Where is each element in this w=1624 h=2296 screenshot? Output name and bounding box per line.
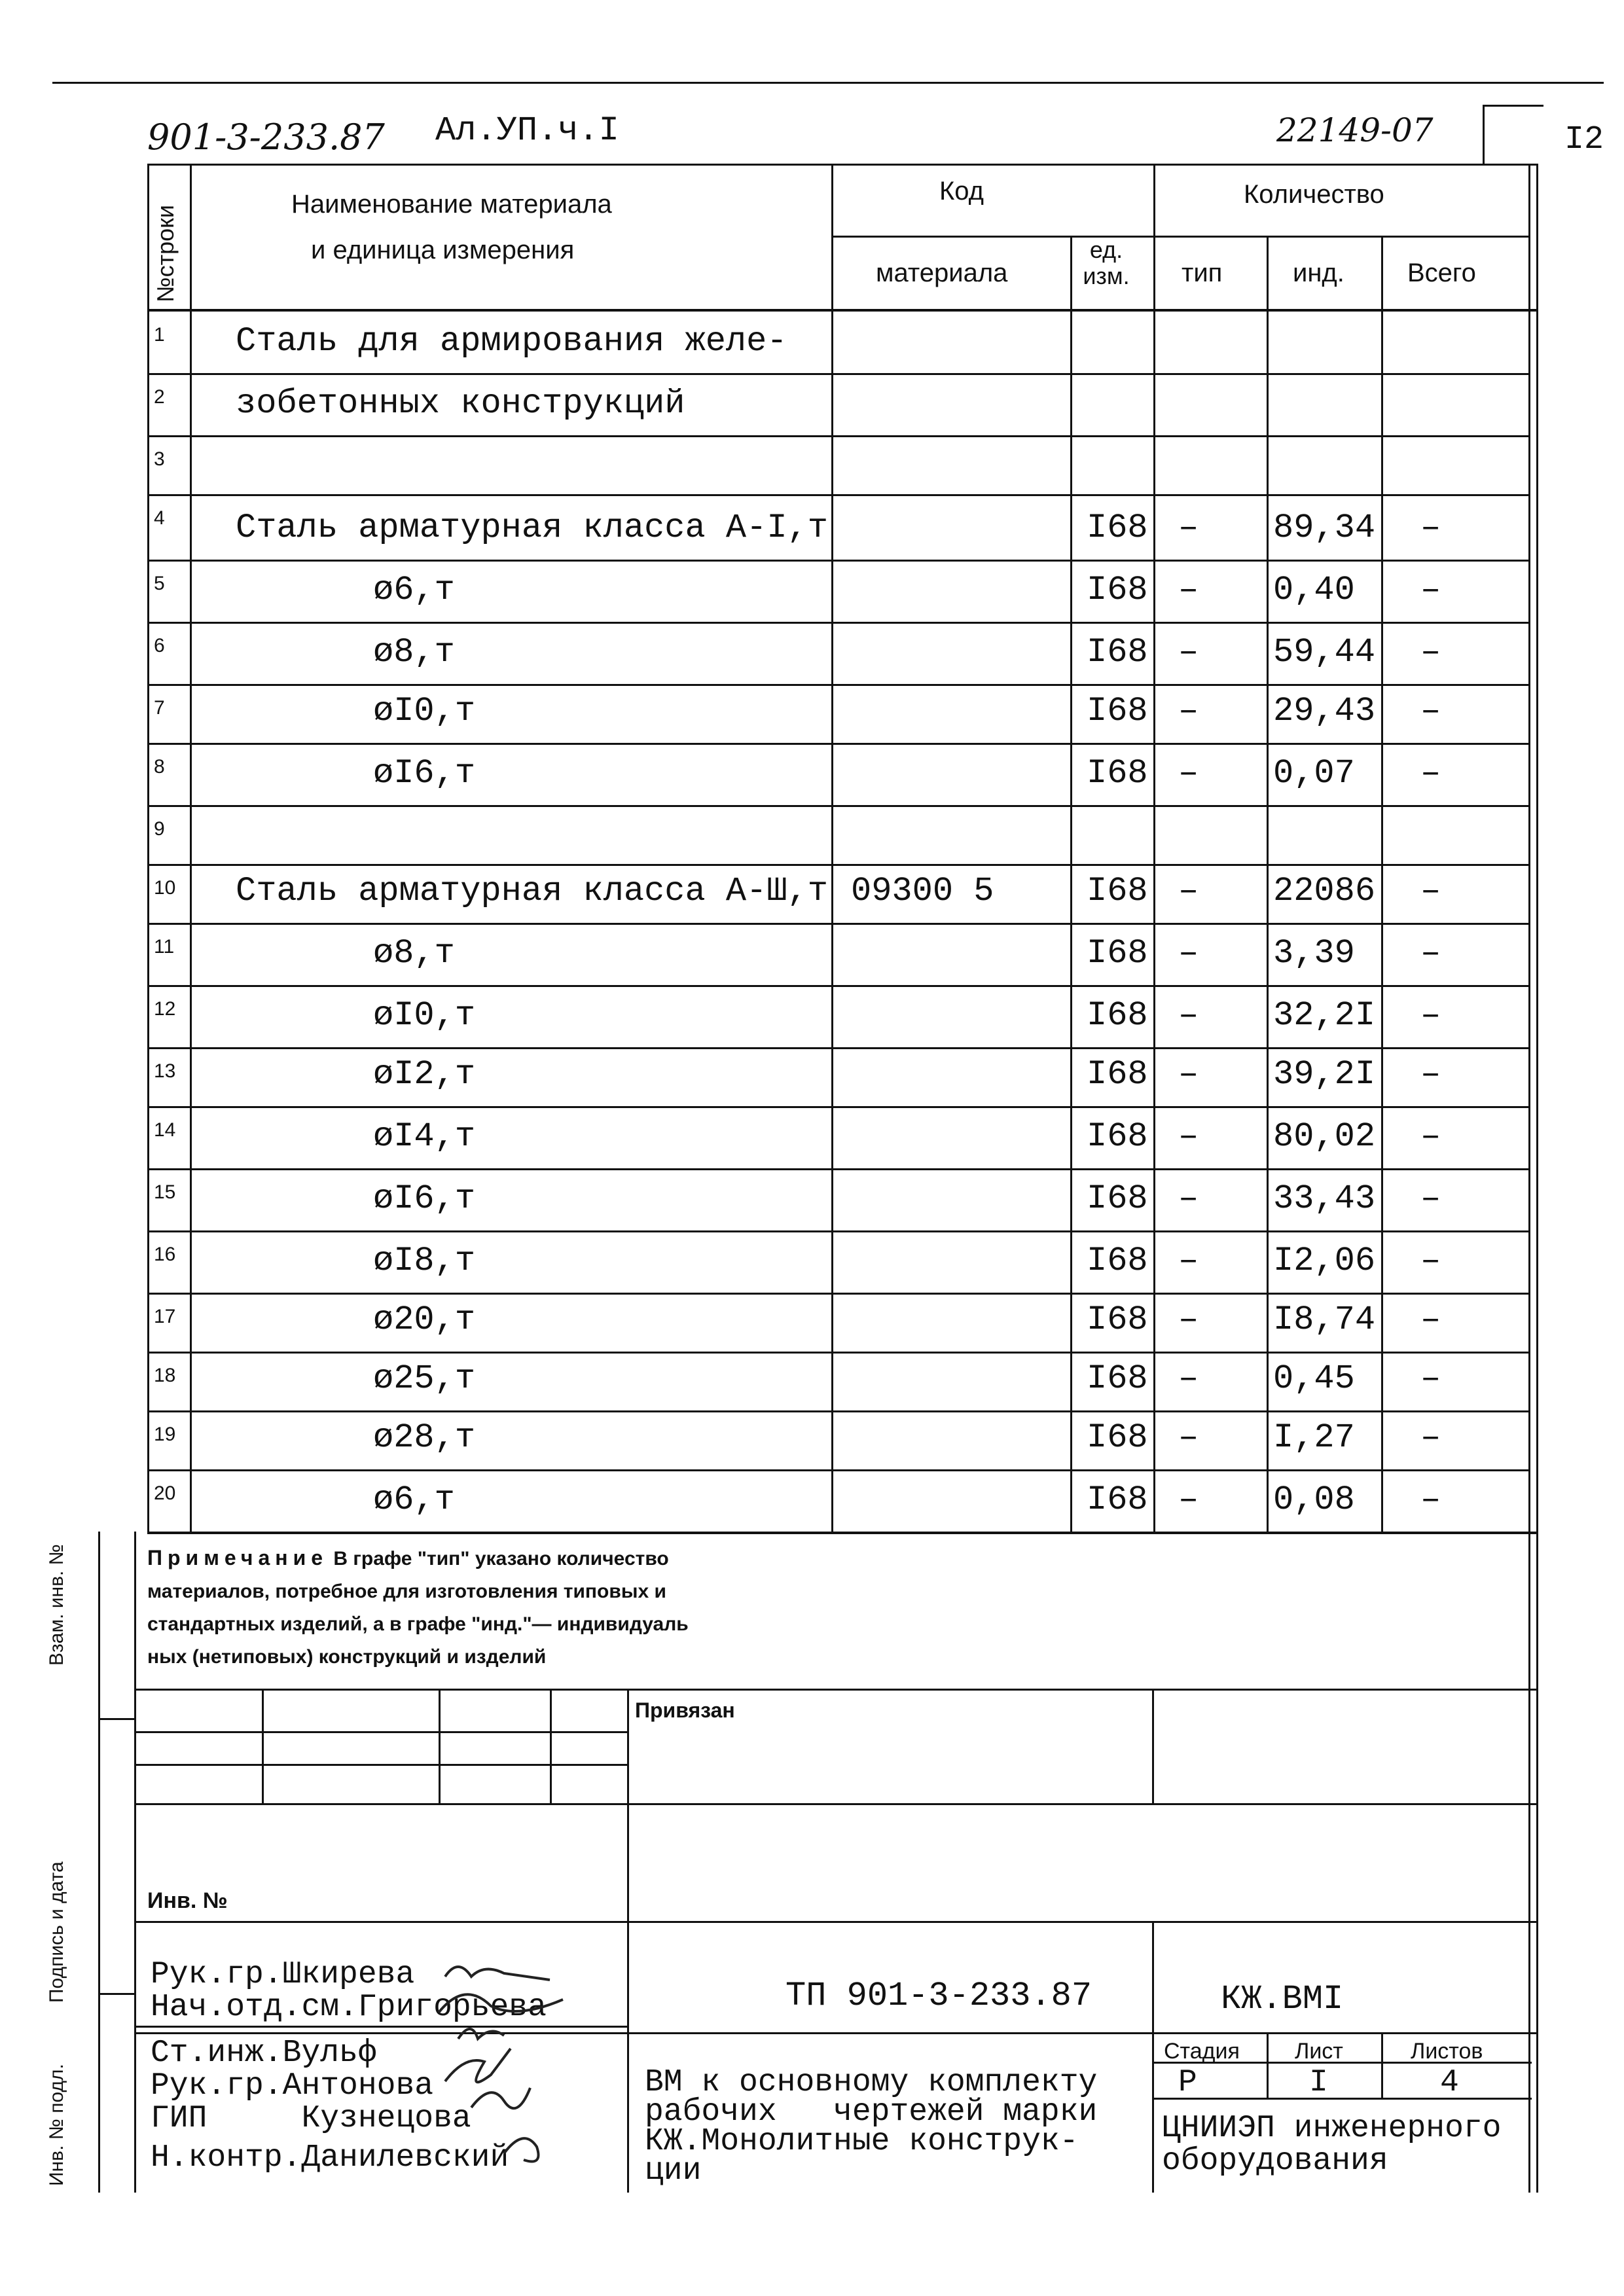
- row-individual: I2,06: [1273, 1242, 1376, 1280]
- row-number: 13: [154, 1060, 176, 1082]
- row-material-name: Сталь арматурная класса А-Ш,т: [236, 872, 828, 910]
- stage-value: Р: [1178, 2065, 1197, 2100]
- row-material-name: øI0,т: [373, 996, 476, 1035]
- row-total: –: [1420, 872, 1441, 910]
- doc-title-2: рабочих чертежей марки: [645, 2094, 1098, 2130]
- row-unit: I68: [1087, 633, 1148, 672]
- signatures-drawing: [432, 1957, 641, 2179]
- row-type: –: [1178, 1242, 1199, 1280]
- stamp-col: [439, 1689, 441, 1803]
- row-number: 3: [154, 448, 165, 470]
- header-sub: [831, 236, 1530, 238]
- row-number: 5: [154, 573, 165, 594]
- stamp-col: [550, 1689, 552, 1803]
- row-individual: 39,2I: [1273, 1055, 1376, 1094]
- stamp-col: [1267, 2032, 1269, 2098]
- margin-row: [98, 1993, 134, 1995]
- row-line: [147, 622, 1530, 624]
- row-individual: 0,45: [1273, 1359, 1355, 1398]
- row-line: [147, 1293, 1530, 1295]
- row-type: –: [1178, 633, 1199, 672]
- row-line: [147, 923, 1530, 925]
- project-code: ТП 901-3-233.87: [785, 1977, 1092, 2015]
- row-total: –: [1420, 934, 1441, 973]
- frame-total-left: [1381, 236, 1383, 1532]
- row-line: [147, 985, 1530, 987]
- row-number: 6: [154, 635, 165, 656]
- row-line: [147, 864, 1530, 866]
- row-unit: I68: [1087, 1300, 1148, 1339]
- row-type: –: [1178, 934, 1199, 973]
- stamp-small: [1152, 2098, 1532, 2100]
- row-unit: I68: [1087, 1055, 1148, 1094]
- row-number: 20: [154, 1482, 176, 1504]
- note-line3: стандартных изделий, а в графе "инд."— индивидуаль: [147, 1613, 689, 1635]
- row-type: –: [1178, 1117, 1199, 1156]
- page-number: I2: [1564, 121, 1604, 158]
- row-line: [147, 435, 1530, 437]
- row-individual: 0,08: [1273, 1480, 1355, 1519]
- row-material-name: ø28,т: [373, 1418, 476, 1457]
- row-material-code: 09300 5: [851, 872, 994, 910]
- row-individual: 89,34: [1273, 509, 1376, 547]
- row-number-header: №строки: [152, 204, 179, 302]
- doc-title-3: КЖ.Монолитные конструк-: [645, 2124, 1079, 2159]
- total-header: Всего: [1407, 259, 1476, 287]
- signer-2: Нач.отд.см.Григорьева: [151, 1990, 547, 2025]
- row-individual: 59,44: [1273, 633, 1376, 672]
- row-type: –: [1178, 1300, 1199, 1339]
- row-line: [147, 684, 1530, 686]
- row-line: [147, 494, 1530, 496]
- row-individual: 80,02: [1273, 1117, 1376, 1156]
- row-total: –: [1420, 754, 1441, 793]
- frame-qty-left: [1153, 164, 1155, 1532]
- row-material-name: ø8,т: [373, 633, 455, 672]
- row-number: 16: [154, 1244, 176, 1265]
- row-material-name: ø25,т: [373, 1359, 476, 1398]
- row-number: 14: [154, 1119, 176, 1141]
- row-line: [147, 1168, 1530, 1170]
- row-total: –: [1420, 1117, 1441, 1156]
- row-type: –: [1178, 1418, 1199, 1457]
- name-header-line1: Наименование материала: [291, 190, 612, 219]
- row-material-name: ø6,т: [373, 571, 455, 609]
- row-total: –: [1420, 1359, 1441, 1398]
- row-individual: 29,43: [1273, 692, 1376, 730]
- row-number: 12: [154, 998, 176, 1020]
- row-unit: I68: [1087, 571, 1148, 609]
- row-type: –: [1178, 1055, 1199, 1094]
- organization-1: ЦНИИЭП инженерного: [1162, 2111, 1502, 2146]
- row-type: –: [1178, 1359, 1199, 1398]
- stamp-row: [134, 1803, 1538, 1805]
- row-material-name: øI2,т: [373, 1055, 476, 1094]
- row-total: –: [1420, 1055, 1441, 1094]
- row-individual: 33,43: [1273, 1179, 1376, 1218]
- row-line: [147, 1410, 1530, 1412]
- row-unit: I68: [1087, 1359, 1148, 1398]
- row-unit: I68: [1087, 872, 1148, 910]
- note-line4: ных (нетиповых) конструкций и изделий: [147, 1646, 547, 1668]
- frame-ind-left: [1267, 236, 1269, 1532]
- row-type: –: [1178, 509, 1199, 547]
- drawing-mark: КЖ.ВМI: [1221, 1980, 1344, 2018]
- row-type: –: [1178, 754, 1199, 793]
- row-number: 7: [154, 697, 165, 719]
- row-material-name: ø20,т: [373, 1300, 476, 1339]
- row-total: –: [1420, 692, 1441, 730]
- sheets-value: 4: [1440, 2065, 1459, 2100]
- row-line: [147, 743, 1530, 745]
- frame-code-left: [831, 164, 833, 1532]
- row-total: –: [1420, 509, 1441, 547]
- row-number: 8: [154, 756, 165, 778]
- row-total: –: [1420, 1480, 1441, 1519]
- note-line2: материалов, потребное для изготовления типовых и: [147, 1581, 666, 1602]
- row-total: –: [1420, 1418, 1441, 1457]
- row-individual: 3,39: [1273, 934, 1355, 973]
- sheets-label: Листов: [1411, 2039, 1483, 2064]
- row-number: 19: [154, 1424, 176, 1445]
- row-type: –: [1178, 692, 1199, 730]
- note-line1: В графе "тип" указано количество: [328, 1548, 669, 1570]
- signer-6: Н.контр.Данилевский: [151, 2140, 509, 2176]
- row-line: [147, 560, 1530, 562]
- sign-date-label: Подпись и дата: [46, 1861, 67, 2003]
- row-unit: I68: [1087, 1117, 1148, 1156]
- attached-label: Привязан: [635, 1698, 735, 1722]
- individual-header: инд.: [1293, 259, 1344, 287]
- row-individual: I8,74: [1273, 1300, 1376, 1339]
- stamp-top: [134, 1689, 1538, 1691]
- quantity-header: Количество: [1244, 180, 1384, 209]
- header-bottom: [147, 309, 1538, 312]
- row-total: –: [1420, 571, 1441, 609]
- row-line: [147, 805, 1530, 807]
- name-header-line2: и единица измерения: [311, 236, 575, 264]
- row-line: [147, 1230, 1530, 1232]
- row-type: –: [1178, 1480, 1199, 1519]
- row-line: [147, 1047, 1530, 1049]
- row-line: [147, 1352, 1530, 1354]
- row-material-name: ø6,т: [373, 1480, 455, 1519]
- row-line: [147, 1106, 1530, 1108]
- frame-right-outer: [1536, 164, 1538, 2193]
- stamp-row: [134, 1764, 628, 1766]
- row-number: 18: [154, 1365, 176, 1386]
- row-individual: I,27: [1273, 1418, 1355, 1457]
- row-unit: I68: [1087, 1179, 1148, 1218]
- row-total: –: [1420, 1179, 1441, 1218]
- frame-left: [147, 164, 149, 1532]
- row-material-name: ø8,т: [373, 934, 455, 973]
- sheet-label: Лист: [1295, 2039, 1343, 2064]
- row-line: [147, 373, 1530, 375]
- stage-label: Стадия: [1164, 2039, 1240, 2064]
- signer-3: Ст.инж.Вульф: [151, 2036, 377, 2071]
- material-code-header: материала: [876, 259, 1008, 287]
- row-material-name: Сталь для армирования желе-: [236, 322, 787, 361]
- row-individual: 0,40: [1273, 571, 1355, 609]
- margin-strip: [98, 1532, 100, 2193]
- row-number: 9: [154, 818, 165, 840]
- row-unit: I68: [1087, 1418, 1148, 1457]
- stamp-row: [134, 2032, 1538, 2034]
- row-type: –: [1178, 571, 1199, 609]
- row-individual: 22086: [1273, 872, 1376, 910]
- orig-inv-label: Инв. № подл.: [46, 2064, 67, 2186]
- replace-inv-label: Взам. инв. №: [46, 1544, 67, 1666]
- row-unit: I68: [1087, 754, 1148, 793]
- row-material-name: Сталь арматурная класса А-I,т: [236, 509, 828, 547]
- doc-title-4: ции: [645, 2153, 702, 2189]
- row-type: –: [1178, 996, 1199, 1035]
- signer-1: Рук.гр.Шкирева: [151, 1957, 415, 1992]
- row-individual: 0,07: [1273, 754, 1355, 793]
- inv-no-label: Инв. №: [147, 1888, 228, 1913]
- type-header: тип: [1182, 259, 1223, 287]
- frame-unit-left: [1070, 236, 1072, 1532]
- table-bottom: [147, 1532, 1538, 1534]
- row-unit: I68: [1087, 996, 1148, 1035]
- signer-4: Рук.гр.Антонова: [151, 2068, 434, 2104]
- signer-5: ГИП Кузнецова: [151, 2101, 471, 2136]
- code-header: Код: [939, 177, 984, 206]
- row-type: –: [1178, 872, 1199, 910]
- unit-header: ед. изм.: [1083, 236, 1130, 289]
- row-unit: I68: [1087, 509, 1148, 547]
- row-number: 4: [154, 507, 165, 529]
- row-material-name: øI6,т: [373, 1179, 476, 1218]
- row-number: 10: [154, 877, 176, 899]
- row-total: –: [1420, 1242, 1441, 1280]
- row-type: –: [1178, 1179, 1199, 1218]
- row-number: 17: [154, 1306, 176, 1327]
- album-label: Ал.УП.ч.I: [435, 111, 619, 150]
- row-material-name: øI0,т: [373, 692, 476, 730]
- frame-left-outer: [134, 1532, 136, 2193]
- stamp-col: [1381, 2032, 1383, 2098]
- row-total: –: [1420, 1300, 1441, 1339]
- row-number: 1: [154, 324, 165, 346]
- stamp-col: [262, 1689, 264, 1803]
- row-material-name: зобетонных конструкций: [236, 384, 685, 423]
- row-number: 11: [154, 936, 175, 958]
- row-individual: 32,2I: [1273, 996, 1376, 1035]
- row-line: [147, 1469, 1530, 1471]
- row-material-name: øI8,т: [373, 1242, 476, 1280]
- stamp-row: [134, 1731, 628, 1733]
- frame-right: [1528, 164, 1530, 2193]
- stamp-col: [1152, 1921, 1154, 2193]
- frame-name-left: [190, 164, 192, 1532]
- row-unit: I68: [1087, 934, 1148, 973]
- row-number: 2: [154, 386, 165, 408]
- note-label: Примечание: [147, 1546, 329, 1570]
- doc-number: 901-3-233.87: [147, 117, 385, 158]
- stamp-col: [1152, 1689, 1154, 1803]
- row-unit: I68: [1087, 692, 1148, 730]
- inventory-number: 22149-07: [1276, 111, 1434, 149]
- row-total: –: [1420, 996, 1441, 1035]
- stamp-row: [134, 1921, 1538, 1923]
- row-number: 15: [154, 1181, 176, 1203]
- row-material-name: øI6,т: [373, 754, 476, 793]
- row-unit: I68: [1087, 1242, 1148, 1280]
- header-top: [147, 164, 1538, 166]
- row-unit: I68: [1087, 1480, 1148, 1519]
- organization-2: оборудования: [1162, 2144, 1388, 2179]
- margin-row: [98, 1718, 134, 1720]
- sheet-value: I: [1309, 2065, 1328, 2100]
- doc-title-1: ВМ к основному комплекту: [645, 2065, 1098, 2100]
- row-material-name: øI4,т: [373, 1117, 476, 1156]
- note-text: [147, 1541, 689, 1674]
- row-total: –: [1420, 633, 1441, 672]
